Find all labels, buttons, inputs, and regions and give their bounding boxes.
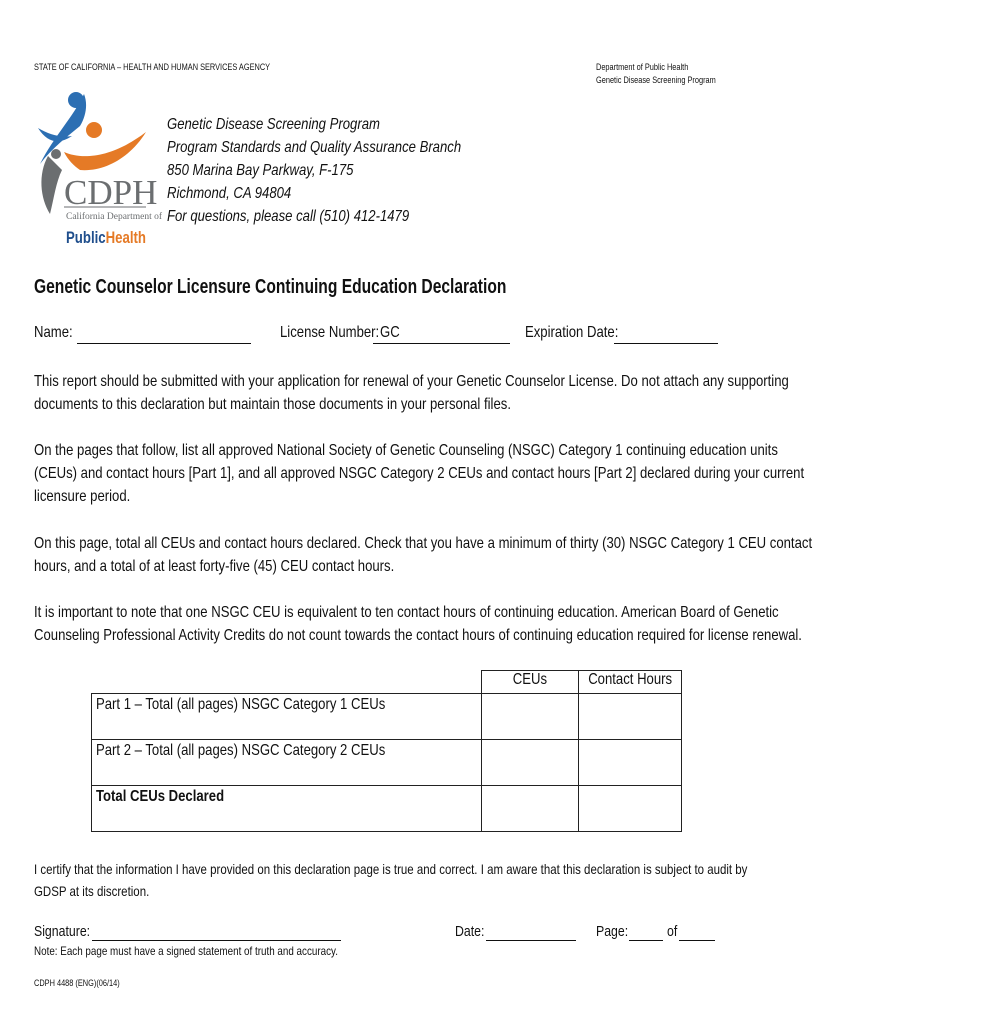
- instructions-paragraph-2: On the pages that follow, list all approved National Society of Genetic Counseling (NSGC) Category 1 continuing education units (CEUs) and contact hours [Part 1], and all approved NSGC Category 2 CEUs and contact hours [Part 2] declared during your current licensure period.: [34, 442, 805, 505]
- certification-statement: I certify that the information I have provided on this declaration page is true and correct. I am aware that this declaration is subject to audit by GDSP at its discretion.: [34, 861, 748, 899]
- page-number-field[interactable]: [629, 940, 663, 941]
- form-id: CDPH 4488 (ENG)(06/14): [34, 978, 120, 988]
- ceus-column-header: CEUs: [481, 671, 578, 694]
- signature-field[interactable]: [92, 940, 341, 941]
- form-title: Genetic Counselor Licensure Continuing Education Declaration: [34, 276, 507, 298]
- date-field[interactable]: [486, 940, 576, 941]
- logo-letters: CDPH: [64, 173, 158, 212]
- name-label: Name:: [34, 324, 73, 341]
- part-2-contact-hours-cell[interactable]: [578, 740, 681, 786]
- department-line-1: Department of Public Health: [596, 62, 689, 72]
- instructions-paragraph-4: It is important to note that one NSGC CEU is equivalent to ten contact hours of continuing education. American Board of Genetic Counseling Professional Activity Credits do not count towards the contact hours of continuing education required for license renewal.: [34, 604, 802, 644]
- table-row: [92, 786, 682, 832]
- total-contact-hours-cell[interactable]: [578, 786, 681, 832]
- agency-header: STATE OF CALIFORNIA – HEALTH AND HUMAN SERVICES AGENCY: [34, 62, 271, 72]
- instructions-paragraph-1: This report should be submitted with your application for renewal of your Genetic Counselor License. Do not attach any supporting documents to this declaration but maintain those documents in your personal files.: [34, 373, 789, 413]
- total-ceus-label: Total CEUs Declared: [92, 786, 482, 832]
- part-1-contact-hours-cell[interactable]: [578, 694, 681, 740]
- department-line-2: Genetic Disease Screening Program: [596, 75, 716, 85]
- instructions-paragraph-3: On this page, total all CEUs and contact hours declared. Check that you have a minimum of thirty (30) NSGC Category 1 CEU contact hours, and a total of at least forty-five (45) CEU contact hours.: [34, 535, 813, 575]
- contact-hours-column-header: Contact Hours: [578, 671, 681, 694]
- logo-subtitle: California Department of: [66, 212, 163, 222]
- logo-health: Health: [105, 228, 158, 247]
- department-header: [596, 61, 742, 87]
- of-label: of: [667, 923, 678, 940]
- logo-public: Public: [66, 228, 117, 247]
- part-2-ceus-cell[interactable]: [481, 740, 578, 786]
- license-number-field[interactable]: [373, 343, 510, 344]
- table-row: [92, 694, 682, 740]
- address-line-4: Richmond, CA 94804: [167, 185, 292, 202]
- svg-text:PublicHealth: [66, 228, 158, 247]
- address-line-5: For questions, please call (510) 412-1479: [167, 208, 410, 225]
- signature-label: Signature:: [34, 923, 91, 940]
- table-row: [92, 740, 682, 786]
- page-total-field[interactable]: [679, 940, 715, 941]
- address-line-3: 850 Marina Bay Parkway, F-175: [167, 162, 354, 179]
- expiration-date-label: Expiration Date:: [525, 324, 619, 341]
- part-2-total-label: Part 2 – Total (all pages) NSGC Category 2 CEUs: [92, 740, 482, 786]
- expiration-date-field[interactable]: [614, 343, 718, 344]
- cdph-logo: [34, 86, 163, 248]
- date-label: Date:: [455, 923, 485, 940]
- part-1-ceus-cell[interactable]: [481, 694, 578, 740]
- name-field[interactable]: [77, 343, 251, 344]
- program-address: [167, 113, 526, 228]
- cdph-logo-graphic: [34, 86, 163, 248]
- address-line-1: Genetic Disease Screening Program: [167, 116, 380, 133]
- signature-note: Note: Each page must have a signed statement of truth and accuracy.: [34, 944, 338, 958]
- ceu-totals-table: [91, 670, 682, 832]
- address-line-2: Program Standards and Quality Assurance Branch: [167, 139, 462, 156]
- part-1-total-label: Part 1 – Total (all pages) NSGC Category 1 CEUs: [92, 694, 482, 740]
- license-prefix: GC: [380, 324, 400, 341]
- total-ceus-cell[interactable]: [481, 786, 578, 832]
- license-number-label: License Number:: [280, 324, 380, 341]
- page-label: Page:: [596, 923, 629, 940]
